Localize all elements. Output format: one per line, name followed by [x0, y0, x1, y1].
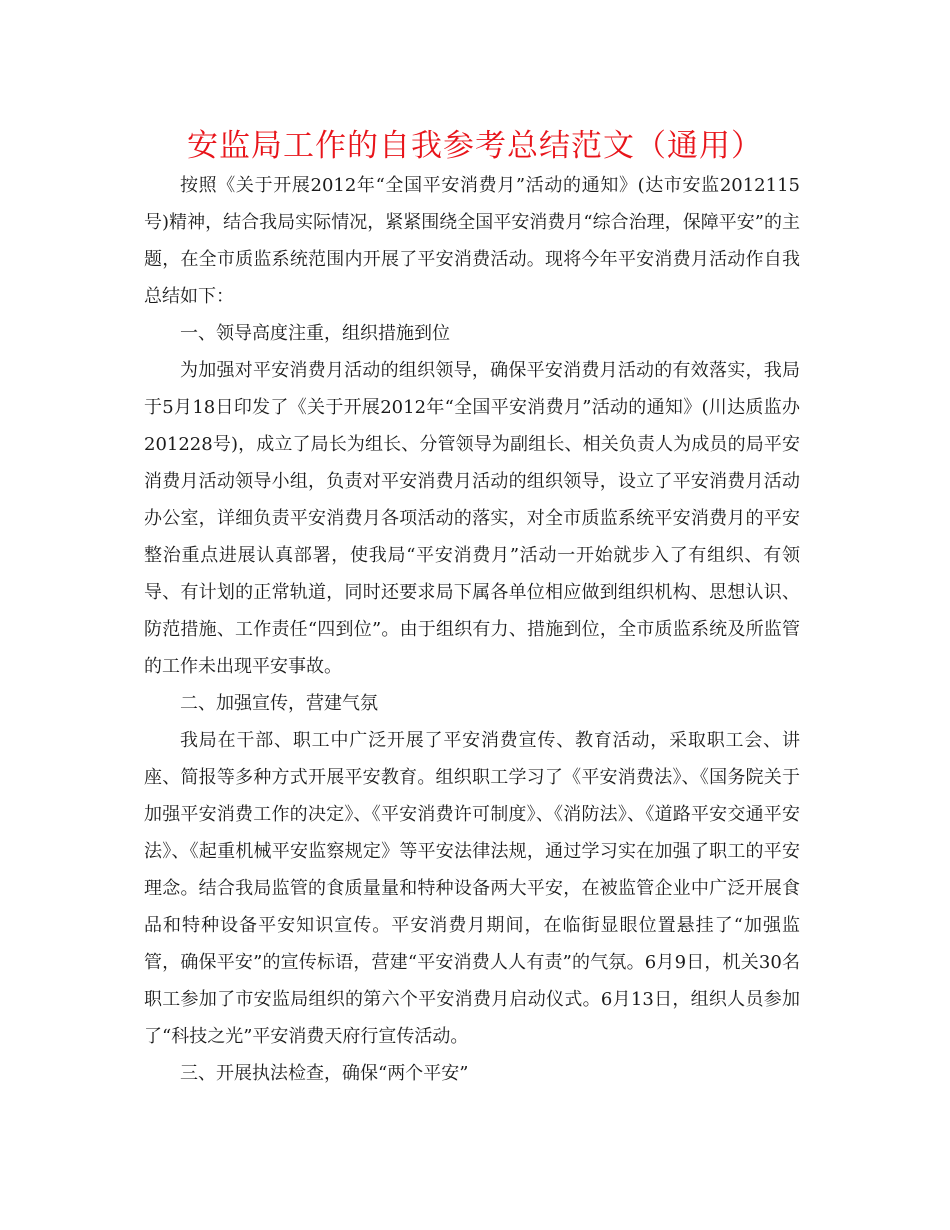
section-heading-3: 三、开展执法检查，确保“两个平安” [180, 1063, 469, 1084]
section-heading-2: 二、加强宣传，营建气氛 [180, 693, 378, 714]
section-2-paragraph: 我局在干部、职工中广泛开展了平安消费宣传、教育活动，采取职工会、讲座、简报等多种方式开展平安教育。组织职工学习了《平安消费法》、《国务院关于加强平安消费工作的决定》、《平安消费许可制度》、《消防法》、《道路平安交通平安法》、《起重机械平安监察规定》等平安法律法规，通过学习实在加强了职工的平安理念。结合我局监管的食质量量和特种设备两大平安，在被监管企业中广泛开展食品和特种设备平安知识宣传。平安消费月期间，在临街显眼位置悬挂了“加强监管，确保平安”的宣传标语，营建“平安消费人人有责”的气氛。6月9日，机关30名职工参加了市安监局组织的第六个平安消费月启动仪式。6月13日，组织人员参加了“科技之光”平安消费天府行宣传活动。 [144, 730, 800, 1047]
document-body [144, 167, 800, 1092]
section-heading-1: 一、领导高度注重，组织措施到位 [180, 323, 450, 344]
intro-paragraph: 按照《关于开展2012年“全国平安消费月”活动的通知》(达市安监2012115号)精神，结合我局实际情况，紧紧围绕全国平安消费月“综合治理，保障平安”的主题，在全市质监系统范围内开展了平安消费活动。现将今年平安消费月活动作自我总结如下： [144, 175, 800, 307]
document-title: 安监局工作的自我参考总结范文（通用） [187, 128, 763, 164]
section-1-paragraph: 为加强对平安消费月活动的组织领导，确保平安消费月活动的有效落实，我局于5月18日印发了《关于开展2012年“全国平安消费月”活动的通知》(川达质监办201228号)，成立了局长为组长、分管领导为副组长、相关负责人为成员的局平安消费月活动领导小组，负责对平安消费月活动的组织领导，设立了平安消费月活动办公室，详细负责平安消费月各项活动的落实，对全市质监系统平安消费月的平安整治重点进展认真部署，使我局“平安消费月”活动一开始就步入了有组织、有领导、有计划的正常轨道，同时还要求局下属各单位相应做到组织机构、思想认识、防范措施、工作责任“四到位”。由于组织有力、措施到位，全市质监系统及所监管的工作未出现平安事故。 [144, 360, 800, 677]
